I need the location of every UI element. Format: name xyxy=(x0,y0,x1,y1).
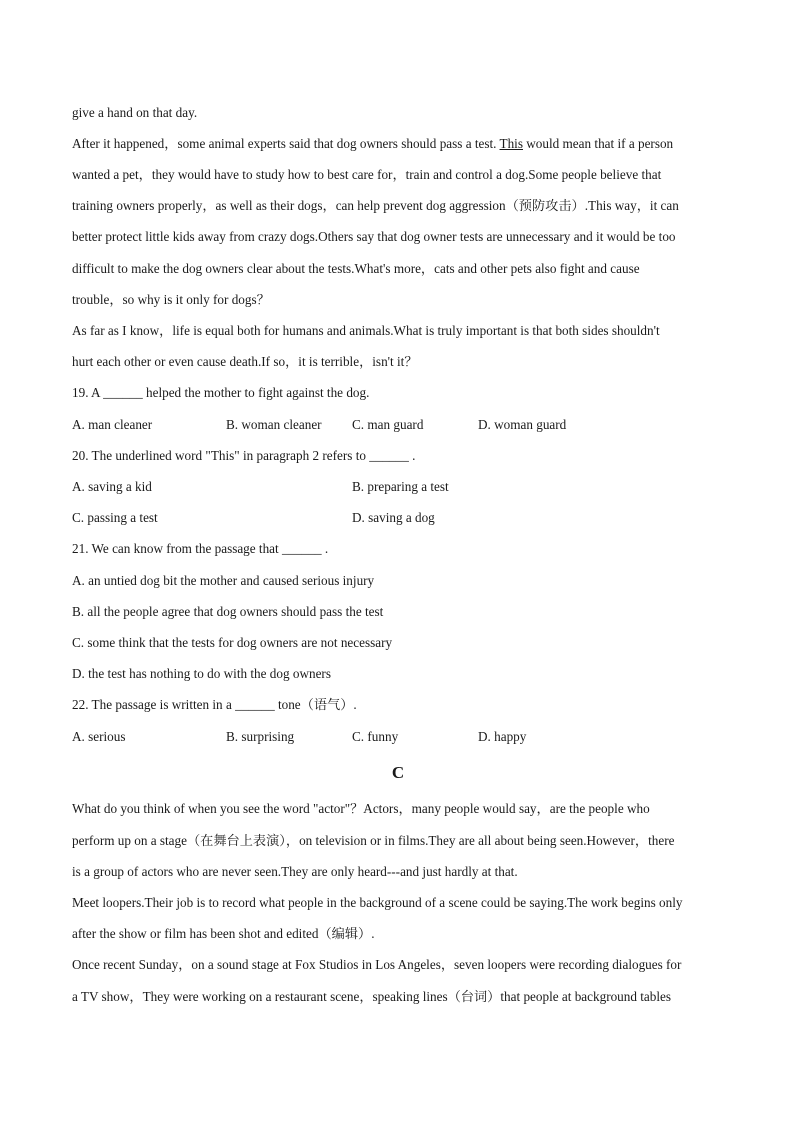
option-c: C. some think that the tests for dog owners are not necessary xyxy=(72,635,393,650)
passage-line xyxy=(72,135,673,153)
passage-line: hurt each other or even cause death.If so，it is terrible，isn't it？ xyxy=(72,354,418,369)
passage-text: After it happened，some animal experts said that dog owners should pass a test. xyxy=(72,136,497,151)
passage-line: a TV show，They were working on a restaurant scene，speaking lines（台词）that people at background tables xyxy=(72,989,672,1004)
option-c: C. man guard xyxy=(352,417,424,432)
question-stem: 22. The passage is written in a ______ tone（语气）. xyxy=(72,697,357,712)
passage-line: What do you think of when you see the word "actor"？Actors，many people would say，are the people who xyxy=(72,801,650,816)
passage-line: difficult to make the dog owners clear about the tests.What's more，cats and other pets also fight and cause xyxy=(72,261,640,276)
passage-line: Once recent Sunday，on a sound stage at Fox Studios in Los Angeles，seven loopers were recording dialogues for xyxy=(72,957,682,972)
underlined-word: This xyxy=(499,136,523,151)
passage-line: better protect little kids away from crazy dogs.Others say that dog owner tests are unnecessary and it would be too xyxy=(72,229,676,244)
passage-line: Meet loopers.Their job is to record what people in the background of a scene could be saying.The work begins only xyxy=(72,895,683,910)
passage-line: trouble，so why is it only for dogs？ xyxy=(72,292,270,307)
option-d: D. the test has nothing to do with the dog owners xyxy=(72,666,331,681)
option-a: A. serious xyxy=(72,729,126,744)
question-stem: 21. We can know from the passage that ______ . xyxy=(72,541,329,556)
question-stem: 19. A ______ helped the mother to fight against the dog. xyxy=(72,385,370,400)
passage-line: after the show or film has been shot and edited（编辑）. xyxy=(72,926,375,941)
passage-line: perform up on a stage（在舞台上表演），on television or in films.They are all about being seen.However，there xyxy=(72,833,675,848)
passage-text: would mean that if a person xyxy=(522,136,674,151)
passage-line: give a hand on that day. xyxy=(72,105,198,120)
option-b: B. preparing a test xyxy=(352,479,449,494)
passage-line: wanted a pet，they would have to study how to best care for，train and control a dog.Some people believe that xyxy=(72,167,662,182)
option-a: A. an untied dog bit the mother and caused serious injury xyxy=(72,573,375,588)
option-d: D. happy xyxy=(478,729,527,744)
option-b: B. surprising xyxy=(226,729,295,744)
question-stem: 20. The underlined word "This" in paragraph 2 refers to ______ . xyxy=(72,448,416,463)
passage-line: is a group of actors who are never seen.They are only heard---and just hardly at that. xyxy=(72,864,518,879)
section-heading: C xyxy=(391,763,405,782)
option-d: D. saving a dog xyxy=(352,510,435,525)
passage-line: training owners properly，as well as their dogs，can help prevent dog aggression（预防攻击）.This way，it can xyxy=(72,198,679,213)
option-c: C. funny xyxy=(352,729,399,744)
option-a: A. saving a kid xyxy=(72,479,152,494)
option-d: D. woman guard xyxy=(478,417,567,432)
option-a: A. man cleaner xyxy=(72,417,153,432)
option-b: B. all the people agree that dog owners should pass the test xyxy=(72,604,384,619)
passage-line: As far as I know，life is equal both for humans and animals.What is truly important is that both sides shouldn't xyxy=(72,323,660,338)
option-b: B. woman cleaner xyxy=(226,417,322,432)
option-c: C. passing a test xyxy=(72,510,158,525)
